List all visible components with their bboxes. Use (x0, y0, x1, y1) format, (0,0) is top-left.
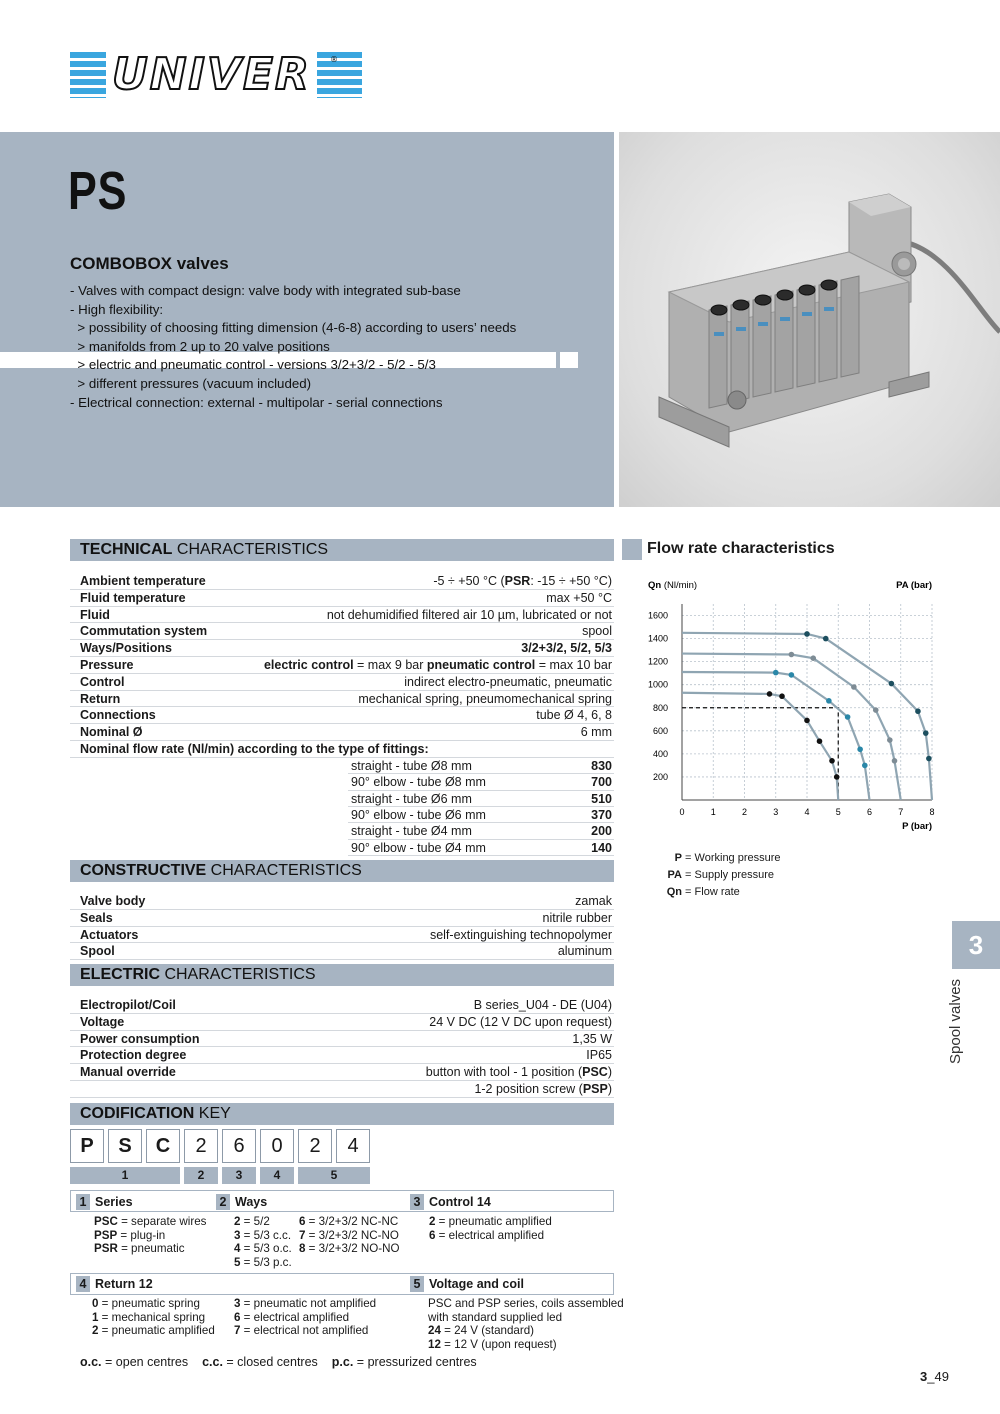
series-list (94, 1215, 206, 1256)
codification-heading: CODIFICATION KEY (70, 1103, 614, 1125)
chart-legend (650, 850, 781, 901)
code-option-key: 2 (92, 1324, 99, 1337)
code-option-text: = 3/2+3/2 NO-NO (305, 1242, 400, 1255)
series-point (873, 707, 879, 713)
code-option (234, 1297, 376, 1311)
x-tick-label: 3 (773, 807, 779, 817)
code-group: 1 (70, 1167, 180, 1184)
return-list-a (92, 1297, 215, 1338)
code-option-key: 3 (234, 1297, 241, 1310)
code-option-text: = mechanical spring (98, 1310, 206, 1324)
series-point (845, 714, 851, 720)
electric-table (70, 997, 614, 1098)
spec-row (70, 910, 614, 927)
feature-item: > different pressures (vacuum included) (70, 375, 312, 391)
spec-label: Voltage (80, 1014, 125, 1029)
spec-label: Electropilot/Coil (80, 998, 176, 1012)
series-point (892, 758, 898, 764)
x-tick-label: 6 (866, 807, 873, 817)
spec-row (70, 1047, 614, 1064)
code-option (234, 1256, 292, 1270)
code-option-key: 6 (299, 1215, 306, 1228)
legend-item (650, 884, 781, 901)
flow-value: 700 (591, 775, 612, 790)
series-point (851, 684, 857, 690)
centres-item (202, 1355, 318, 1369)
spec-label: Pressure (80, 657, 134, 672)
series-point (915, 708, 921, 714)
centres-text: = closed centres (222, 1355, 318, 1369)
series-point (779, 693, 785, 699)
voltage-note-2: with standard supplied led (428, 1310, 563, 1324)
code-option-key: 3 (234, 1228, 241, 1242)
product-subtitle: COMBOBOX valves (70, 254, 229, 273)
flow-title: Flow rate characteristics (647, 540, 835, 557)
y-tick-label: 200 (652, 771, 668, 782)
centres-key: o.c. (80, 1355, 102, 1369)
spec-label: Return (80, 691, 121, 706)
spec-row (70, 657, 614, 674)
spec-value: 1-2 position screw (PSP) (474, 1081, 612, 1096)
code-option-text: = 12 V (upon request) (440, 1337, 557, 1351)
spec-value: IP65 (586, 1048, 612, 1063)
code-option-text: = electrical not amplified (240, 1324, 369, 1337)
series-point (926, 756, 932, 762)
code-group: 4 (260, 1167, 294, 1184)
spec-value: spool (582, 624, 612, 639)
voltage-options (428, 1324, 624, 1351)
flow-value: 140 (591, 840, 612, 855)
control-heading: 3 Control 14 (410, 1192, 491, 1212)
spec-row (70, 1081, 614, 1098)
voltage-note-1: PSC and PSP series, coils assembled (428, 1297, 624, 1310)
series-point (834, 774, 840, 780)
code-option (234, 1311, 376, 1325)
spec-value: not dehumidified filtered air 10 µm, lubricated or not (326, 607, 612, 622)
spec-value: tube Ø 4, 6, 8 (536, 708, 612, 723)
code-option-text: = 5/2 (240, 1215, 270, 1228)
constructive-table (70, 893, 614, 960)
codification-bar-1 (70, 1190, 614, 1212)
x-tick-label: 2 (741, 807, 748, 817)
flow-fitting: 90° elbow - tube Ø4 mm (351, 840, 486, 855)
series-point (857, 746, 863, 752)
code-option (92, 1311, 215, 1325)
electric-heading: ELECTRIC CHARACTERISTICS (70, 964, 614, 986)
spec-row (70, 691, 614, 708)
feature-item: - Valves with compact design: valve body with integrated sub-base (70, 283, 461, 298)
flow-fitting: straight - tube Ø8 mm (351, 758, 472, 773)
spec-value: button with tool - 1 position (PSC) (425, 1065, 612, 1080)
code-option (429, 1229, 552, 1243)
series-point (804, 631, 810, 637)
y-axis-label: Qn (Nl/min) (648, 580, 698, 591)
spec-value: 1,35 W (572, 1031, 612, 1046)
centres-key: p.c. (331, 1355, 354, 1369)
flow-row (348, 807, 614, 823)
series-heading: 1 Series (76, 1192, 133, 1212)
code-option (299, 1229, 400, 1243)
code-option-text: = pneumatic (117, 1242, 185, 1255)
logo-registered-mark: ® (330, 55, 338, 64)
spec-row (70, 724, 614, 741)
code-option (299, 1215, 400, 1229)
feature-list (70, 282, 516, 412)
centres-key: c.c. (202, 1355, 223, 1369)
flow-row (348, 758, 614, 774)
code-letters (70, 1129, 374, 1163)
legend-key: PA (667, 869, 682, 881)
x-tick-label: 5 (835, 807, 841, 817)
code-option-key: 2 (429, 1215, 436, 1228)
univer-logo (70, 49, 362, 100)
chapter-label: Spool valves (947, 978, 964, 1064)
code-option-text: = pneumatic not amplified (240, 1297, 377, 1310)
ways-list-a (234, 1215, 292, 1269)
centres-item (332, 1355, 477, 1369)
y-tick-label: 1200 (647, 656, 668, 667)
series-point (767, 691, 773, 697)
flow-fitting: straight - tube Ø4 mm (351, 824, 472, 839)
flow-fitting: 90° elbow - tube Ø6 mm (351, 807, 486, 822)
flow-fitting: straight - tube Ø6 mm (351, 791, 472, 806)
y-tick-label: 1000 (647, 679, 668, 690)
code-option (428, 1324, 624, 1338)
code-option-text: = pneumatic amplified (435, 1215, 552, 1228)
code-group: 3 (222, 1167, 256, 1184)
series-point (804, 718, 810, 724)
series-point (810, 655, 816, 661)
code-option-text: = 24 V (standard) (440, 1324, 535, 1337)
code-option (234, 1215, 292, 1229)
legend-text: = Working pressure (682, 852, 781, 864)
y-tick-label: 800 (652, 702, 668, 713)
series-point (789, 652, 795, 658)
voltage-heading: 5 Voltage and coil (410, 1274, 524, 1294)
code-option-key: 12 (428, 1337, 441, 1351)
code-option (92, 1324, 215, 1338)
return-heading: 4 Return 12 (76, 1274, 153, 1294)
code-group: 2 (184, 1167, 218, 1184)
spec-label: Power consumption (80, 1031, 200, 1046)
code-letter: 4 (336, 1129, 370, 1163)
logo-text: UNIVER (106, 50, 317, 100)
x-tick-label: 0 (679, 807, 685, 817)
code-option-text: = 5/3 c.c. (240, 1228, 292, 1242)
spec-row (70, 741, 614, 758)
code-option-key: 5 (234, 1255, 241, 1269)
code-option-key: PSR (94, 1242, 118, 1255)
y-tick-label: 600 (652, 725, 668, 736)
spec-label: Fluid (80, 607, 110, 622)
legend-item (650, 867, 781, 884)
feature-item: > possibility of choosing fitting dimension (4-6-8) according to users’ needs (70, 320, 517, 336)
flow-row (348, 840, 614, 856)
spec-label: Spool (80, 944, 115, 959)
code-option-key: PSP (94, 1228, 118, 1242)
voltage-list (428, 1297, 624, 1351)
spec-row (70, 1064, 614, 1081)
code-option (299, 1242, 400, 1256)
code-option-key: 1 (92, 1310, 99, 1324)
spec-label: Protection degree (80, 1048, 187, 1063)
code-option (234, 1229, 292, 1243)
constructive-heading: CONSTRUCTIVE CHARACTERISTICS (70, 860, 614, 882)
spec-label: Commutation system (80, 624, 208, 639)
spec-row (70, 590, 614, 607)
spec-value: indirect electro-pneumatic, pneumatic (404, 674, 612, 689)
code-option (94, 1215, 206, 1229)
spec-label: Nominal flow rate (Nl/min) according to the type of fittings: (80, 741, 429, 756)
legend-text: = Flow rate (682, 886, 740, 898)
spec-value: self-extinguishing technopolymer (429, 927, 612, 942)
centres-legend (80, 1355, 491, 1369)
hero-divider-square (560, 352, 578, 368)
spec-value: aluminum (557, 944, 612, 959)
code-letter: C (146, 1129, 180, 1163)
code-option-key: 8 (299, 1242, 306, 1255)
control-list (429, 1215, 552, 1242)
feature-item: > manifolds from 2 up to 20 valve positions (70, 338, 330, 354)
code-letter: 0 (260, 1129, 294, 1163)
flow-heading-marker (622, 539, 642, 560)
series-point (829, 758, 835, 764)
code-option-text: = separate wires (117, 1215, 207, 1228)
spec-label: Connections (80, 708, 156, 723)
series-point (823, 636, 829, 642)
spec-value: mechanical spring, pneumomechanical spring (358, 691, 612, 706)
spec-value: electric control = max 9 bar pneumatic control = max 10 bar (263, 657, 612, 672)
code-option (234, 1242, 292, 1256)
series-point (923, 730, 929, 736)
code-option (428, 1338, 624, 1352)
code-option-key: 24 (428, 1324, 441, 1337)
series-point (826, 698, 832, 704)
technical-heading: TECHNICAL CHARACTERISTICS (70, 539, 614, 561)
spec-label: Ways/Positions (80, 641, 172, 656)
flow-row (348, 791, 614, 807)
series-line (682, 693, 838, 800)
code-option-text: = pneumatic spring (98, 1297, 200, 1310)
return-list-b (234, 1297, 376, 1338)
spec-value: B series_U04 - DE (U04) (473, 998, 612, 1012)
product-title: PS (68, 161, 128, 221)
code-option-text: = electrical amplified (240, 1310, 350, 1324)
code-option-text: = pneumatic amplified (98, 1324, 215, 1337)
y-tick-label: 1400 (647, 633, 668, 644)
technical-table (70, 573, 614, 856)
series-point (773, 670, 779, 676)
y-tick-label: 400 (652, 748, 668, 759)
spec-label: Nominal Ø (80, 725, 143, 740)
legend-key: P (674, 852, 682, 864)
code-option-key: 7 (299, 1228, 306, 1242)
code-letter: 2 (298, 1129, 332, 1163)
flow-value: 200 (591, 824, 612, 839)
chapter-tab: 3 (952, 921, 1000, 969)
spec-row (70, 640, 614, 657)
x-tick-label: 1 (710, 807, 716, 817)
spec-row (70, 573, 614, 590)
code-option-key: 6 (429, 1228, 436, 1242)
spec-value: 3/2+3/2, 5/2, 5/3 (521, 641, 612, 656)
series-point (887, 737, 893, 743)
feature-item: > electric and pneumatic control - versions 3/2+3/2 - 5/2 - 5/3 (70, 357, 436, 373)
spec-row (70, 707, 614, 724)
code-groups (70, 1167, 374, 1184)
legend-text: = Supply pressure (682, 869, 775, 881)
code-option (429, 1215, 552, 1229)
spec-row (70, 943, 614, 960)
spec-value: -5 ÷ +50 °C (PSR: -15 ÷ +50 °C) (433, 574, 612, 588)
series-point (789, 672, 795, 678)
code-option-key: 0 (92, 1297, 99, 1310)
spec-value: 6 mm (580, 725, 612, 740)
feature-item: - Electrical connection: external - multipolar - serial connections (70, 394, 443, 410)
ways-heading: 2 Ways (216, 1192, 267, 1212)
code-option-text: = 3/2+3/2 NC-NO (305, 1228, 399, 1242)
code-option (94, 1229, 206, 1243)
code-option (94, 1242, 206, 1256)
x-tick-label: 7 (898, 807, 904, 817)
flow-value: 370 (591, 807, 612, 822)
page-number: 3_49 (920, 1369, 949, 1384)
ways-list-b (299, 1215, 400, 1256)
feature-item: - High flexibility: (70, 301, 164, 317)
centres-text: = pressurized centres (353, 1355, 477, 1369)
code-letter: 2 (184, 1129, 218, 1163)
series-point (889, 681, 895, 687)
spec-row (70, 1031, 614, 1048)
product-photo (619, 132, 1000, 507)
spec-row (70, 607, 614, 624)
spec-label: Control (80, 674, 125, 689)
flow-value: 510 (591, 791, 612, 806)
x-tick-label: 8 (929, 807, 935, 817)
code-letter: P (70, 1129, 104, 1163)
code-option-key: 7 (234, 1324, 241, 1337)
code-option-key: PSC (94, 1215, 118, 1228)
code-option-key: 6 (234, 1310, 241, 1324)
code-option-text: = 5/3 p.c. (240, 1255, 292, 1269)
code-group: 5 (298, 1167, 370, 1184)
centres-item (80, 1355, 188, 1369)
spec-label: Valve body (80, 894, 146, 908)
code-option (92, 1297, 215, 1311)
code-option (234, 1324, 376, 1338)
centres-text: = open centres (101, 1355, 189, 1369)
spec-label: Fluid temperature (80, 590, 186, 605)
spec-row (70, 623, 614, 640)
spec-row (70, 997, 614, 1014)
flow-row (348, 823, 614, 839)
flow-chart (640, 574, 940, 834)
flow-row (348, 774, 614, 790)
series-point (817, 738, 823, 744)
x-axis-label: P (bar) (902, 821, 932, 832)
spec-value: 24 V DC (12 V DC upon request) (429, 1014, 612, 1029)
code-option-key: 2 (234, 1215, 241, 1228)
x-tick-label: 4 (804, 807, 810, 817)
y-right-label: PA (bar) (896, 580, 932, 591)
spec-label: Ambient temperature (80, 574, 206, 588)
code-option-text: = 3/2+3/2 NC-NC (305, 1215, 399, 1228)
spec-label: Seals (80, 910, 113, 925)
spec-row (70, 927, 614, 944)
legend-item (650, 850, 781, 867)
code-option-text: = electrical amplified (435, 1228, 545, 1242)
code-option-text: = 5/3 o.c. (240, 1242, 292, 1255)
code-option-key: 4 (234, 1242, 241, 1255)
y-tick-label: 1600 (647, 610, 668, 621)
spec-row (70, 893, 614, 910)
code-letter: 6 (222, 1129, 256, 1163)
flow-fitting: 90° elbow - tube Ø8 mm (351, 775, 486, 790)
spec-value: zamak (575, 894, 612, 908)
legend-key: Qn (666, 886, 682, 898)
spec-value: max +50 °C (546, 590, 612, 605)
spec-row (70, 1014, 614, 1031)
series-point (862, 763, 868, 769)
spec-label: Manual override (80, 1065, 176, 1080)
spec-value: nitrile rubber (542, 910, 612, 925)
code-letter: S (108, 1129, 142, 1163)
spec-label: Actuators (80, 927, 139, 942)
spec-row (70, 674, 614, 691)
code-option-text: = plug-in (117, 1228, 166, 1242)
flow-value: 830 (591, 758, 612, 773)
